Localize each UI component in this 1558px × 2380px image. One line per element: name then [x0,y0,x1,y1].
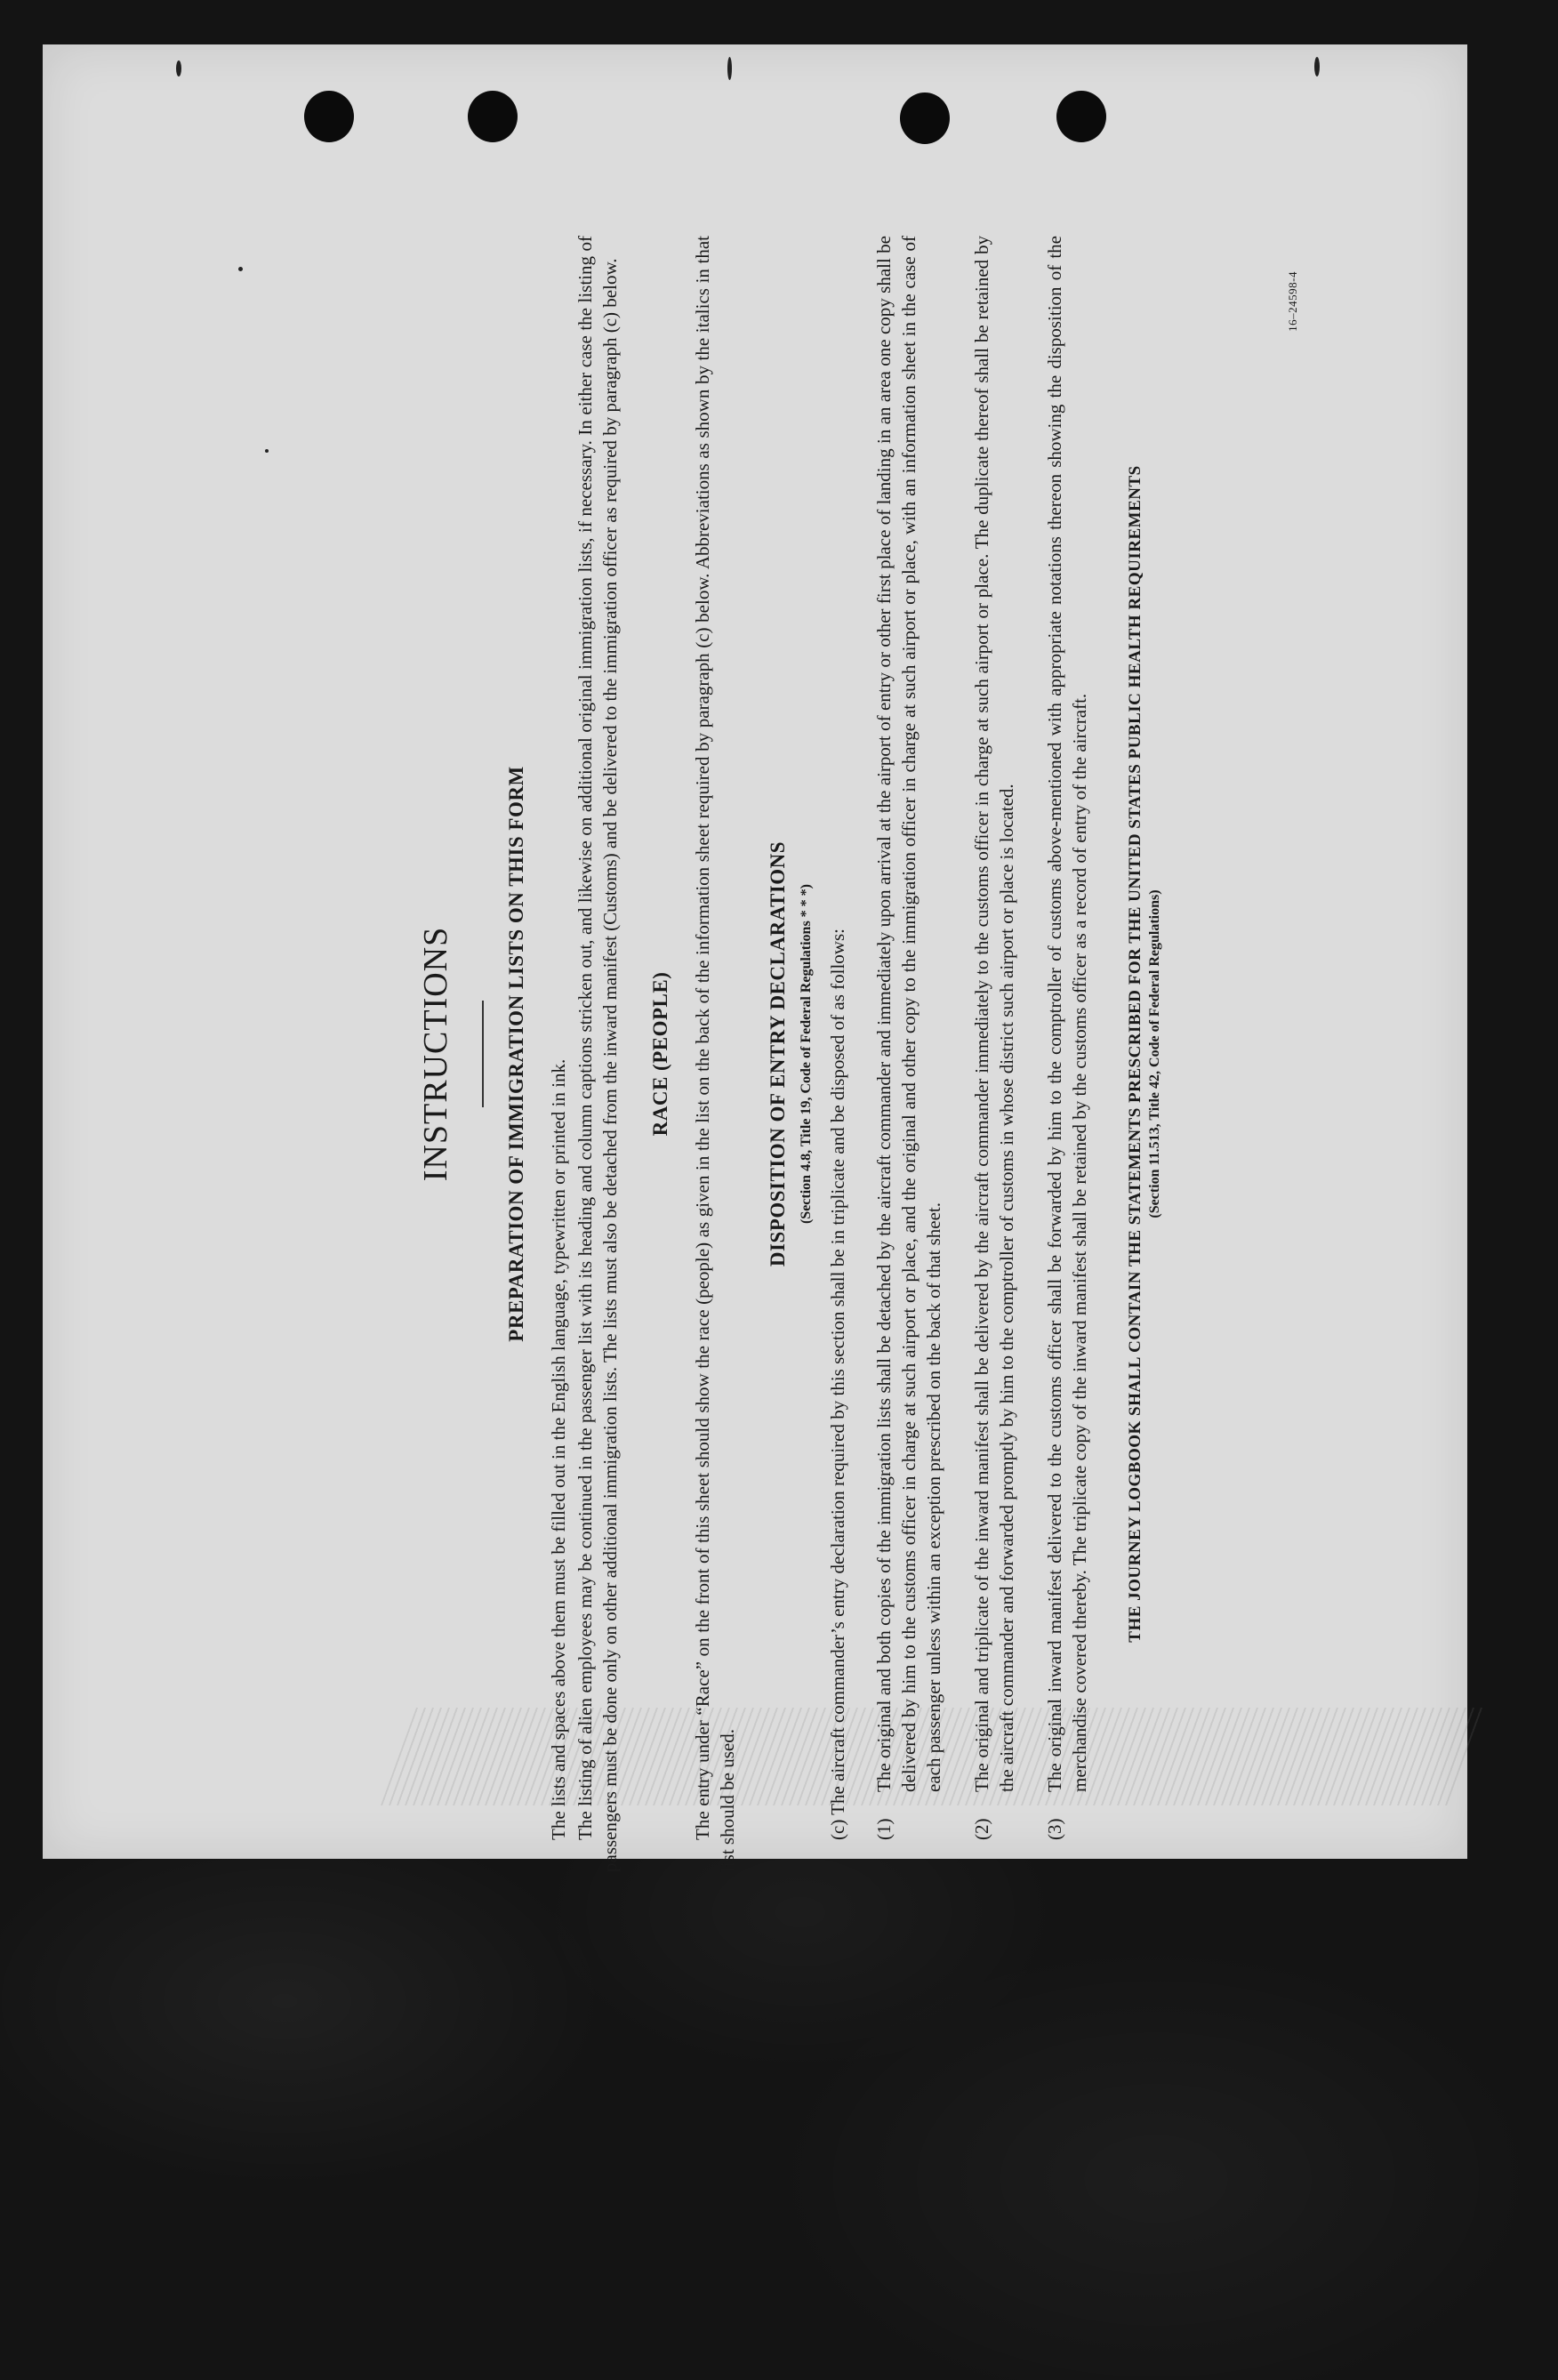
document-sheet [43,44,1467,1872]
preparation-heading: PREPARATION OF IMMIGRATION LISTS ON THIS FORM [505,766,527,1342]
disposition-item-3 [1042,236,1092,1872]
item-number: (3) [1044,1818,1065,1840]
race-para: The entry under “Race” on the front of this sheet should show the race (people) as given in the list on the back of the information sheet required by paragraph (c) below. Abbreviations as shown by the italics in that list should be used. [692,236,738,1872]
ink-mark [727,57,732,80]
item-number: (1) [873,1818,895,1840]
punch-hole-1 [304,91,354,142]
item-text: The original and triplicate of the inward manifest shall be delivered by the aircraft commander immediately to the customs officer in charge at such airport or place. The duplicate thereof shall be retained by the aircraft commander and forwarded promptly by him to the comptroller of customs in whose district such airport or place is located. [971,236,1017,1792]
ink-speck [265,449,269,453]
rotated-content [416,236,1305,1872]
disposition-item-1 [871,236,946,1872]
disposition-citation: (Section 4.8, Title 19, Code of Federal Regulations * * *) [799,883,814,1225]
item-number: (2) [971,1818,992,1840]
race-heading: RACE (PEOPLE) [649,971,671,1137]
ink-mark [176,60,181,76]
disposition-item-2 [969,236,1019,1872]
disposition-lead: (c) The aircraft commander’s entry declaration required by this section shall be in triplicate and be disposed of as follows: [827,929,848,1840]
punch-hole-3 [900,92,950,144]
ink-speck [238,267,243,271]
logbook-citation: (Section 11.513, Title 42, Code of Federal Regulations) [1147,889,1162,1218]
punch-hole-4 [1056,91,1106,142]
punch-hole-2 [468,91,518,142]
page-title: INSTRUCTIONS [417,926,454,1182]
preparation-para-1: The lists and spaces above them must be filled out in the English language, typewritten or printed in ink. [548,1058,569,1840]
item-text: The original and both copies of the immigration lists shall be detached by the aircraft commander and immediately upon arrival at the airport of entry or other first place of landing in an area one copy shall be delivered by him to the customs officer in charge at such airport or place, and the original and other copy to the immigration officer in charge at such airport or place, with an information sheet in the case of each passenger unless within an exception prescribed on the back of that sheet. [873,236,944,1792]
disposition-heading: DISPOSITION OF ENTRY DECLARATIONS [767,840,789,1267]
logbook-statement: THE JOURNEY LOGBOOK SHALL CONTAIN THE STATEMENTS PRESCRIBED FOR THE UNITED STATES PUBLIC HEALTH REQUIREMENTS [1126,465,1144,1643]
item-text: The original inward manifest delivered to the customs officer shall be forwarded by him to the comptroller of customs above-mentioned with appropriate notations thereon showing the disposition of the merchandise covered thereby. The triplicate copy of the inward manifest shall be retained by the customs officer as a record of entry of the aircraft. [1044,236,1090,1792]
title-rule [482,1001,484,1107]
form-number: 16–24598-4 [1286,271,1299,332]
ink-mark [1314,57,1320,76]
preparation-para-2: The listing of alien employees may be continued in the passenger list with its heading and column captions stricken out, and likewise on additional original immigration lists, if necessary. In either case the listing of passengers must be done only on other additional immigration lists. The lists must also be detached from the inward manifest (Customs) and be delivered to the immigration officer as required by paragraph (c) below. [574,236,621,1872]
